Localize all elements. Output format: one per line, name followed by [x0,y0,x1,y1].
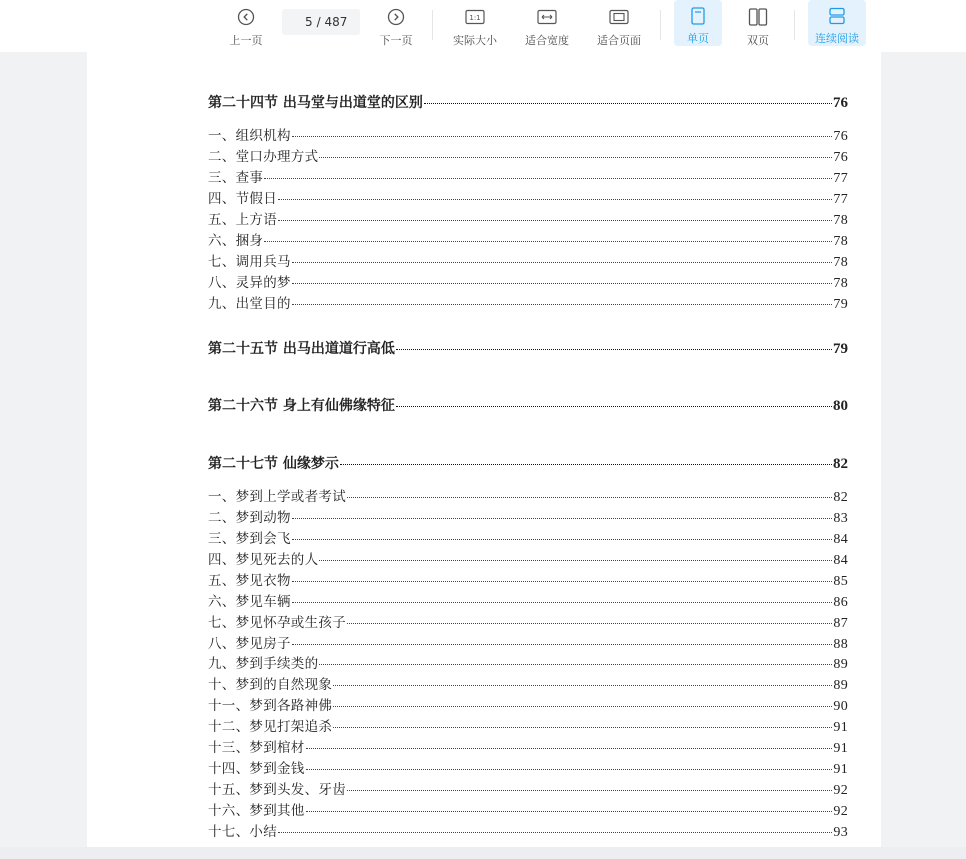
actual-size-label: 实际大小 [453,34,497,47]
dot-leader [340,464,832,465]
toc-section[interactable] [208,395,848,415]
fit-width-button[interactable] [520,0,574,48]
toc-entry-title: 十、梦到的自然现象 [208,677,333,693]
dot-leader [347,497,832,498]
toolbar-divider [432,10,433,40]
toc-page-number: 84 [833,532,848,547]
toc-entry-title: 六、梦见车辆 [208,594,291,610]
toc-page-number: 78 [833,276,848,291]
dot-leader [264,241,832,242]
toc-page-number: 85 [833,574,848,589]
toc-entry[interactable] [208,166,848,187]
toc-page-number: 86 [833,595,848,610]
toc-section-title: 第二十五节 出马出道道行高低 [208,341,395,357]
single-page-button[interactable] [674,0,722,46]
dot-leader [396,349,832,350]
viewer-toolbar [0,0,966,52]
toc-entry[interactable] [208,292,848,313]
dot-leader [292,283,833,284]
toc-entry[interactable] [208,208,848,229]
dot-leader [278,199,832,200]
dot-leader [319,157,832,158]
toc-entry[interactable] [208,715,848,736]
double-page-icon [747,6,769,28]
toc-entry[interactable] [208,485,848,506]
toc-page-number: 80 [833,398,848,414]
svg-text:1:1: 1:1 [469,14,481,22]
next-page-label: 下一页 [379,34,413,47]
toc-page-number: 76 [833,129,848,144]
toc-section[interactable] [208,453,848,473]
toc-section-title: 第二十七节 仙缘梦示 [208,456,339,472]
toc-entry[interactable] [208,187,848,208]
dot-leader [292,602,833,603]
toc-page-number: 83 [833,511,848,526]
fit-page-button[interactable] [592,0,646,48]
page-indicator [282,9,360,35]
toc-entry-title: 十四、梦到金钱 [208,761,305,777]
toc-page-number: 79 [833,297,848,312]
toc-page-number: 76 [833,95,848,111]
dot-leader [292,304,833,305]
dot-leader [333,706,832,707]
double-page-label: 双页 [747,34,769,47]
toc-entry[interactable] [208,652,848,673]
dot-leader [292,136,833,137]
toc-page-number: 92 [833,804,848,819]
toc-page-number: 92 [833,783,848,798]
fit-width-icon [536,6,558,28]
toc-page-number: 90 [833,699,848,714]
total-pages: / 487 [316,15,348,29]
dot-leader [292,539,833,540]
toc-page-number: 88 [833,637,848,652]
continuous-scroll-icon [826,6,848,26]
current-page-input[interactable] [295,15,313,29]
toc-page-number: 77 [833,192,848,207]
toc-page-number: 84 [833,553,848,568]
toc-page-number: 91 [833,720,848,735]
dot-leader [333,727,832,728]
toc-entry[interactable] [208,778,848,799]
continuous-reading-label: 连续阅读 [815,32,859,45]
chevron-left-circle-icon [235,6,257,28]
toc-entry-title: 十二、梦见打架追杀 [208,719,333,735]
toc-entry[interactable] [208,145,848,166]
fit-width-label: 适合宽度 [525,34,569,47]
dot-leader [292,581,833,582]
toc-entry-title: 七、调用兵马 [208,254,291,270]
toc-entry-title: 二、堂口办理方式 [208,149,319,165]
dot-leader [319,664,832,665]
toc-page-number: 91 [833,762,848,777]
toc-entry-title: 一、梦到上学或者考试 [208,489,346,505]
viewer-bottom-edge [0,847,966,859]
dot-leader [292,518,833,519]
toc-entry-title: 一、组织机构 [208,128,291,144]
toc-page-number: 76 [833,150,848,165]
dot-leader [278,832,832,833]
dot-leader [347,623,832,624]
toc-page-number: 91 [833,741,848,756]
toc-entry[interactable] [208,527,848,548]
toc-entry-title: 十三、梦到棺材 [208,740,305,756]
toc-page-number: 78 [833,213,848,228]
dot-leader [264,178,832,179]
toc-entry-title: 十七、小结 [208,824,277,840]
toc-entry-title: 九、出堂目的 [208,296,291,312]
actual-size-icon [464,6,486,28]
toc-page-number: 77 [833,171,848,186]
toc-entry[interactable] [208,799,848,820]
dot-leader [306,811,833,812]
toc-page-number: 82 [833,456,848,472]
dot-leader [306,769,833,770]
single-page-icon [687,6,709,26]
dot-leader [396,406,832,407]
toolbar-divider [660,10,661,40]
toc-section[interactable] [208,92,848,112]
actual-size-button[interactable] [448,0,502,48]
dot-leader [333,685,832,686]
double-page-button[interactable] [736,0,780,48]
toc-entry[interactable] [208,271,848,292]
toc-entry-title: 六、捆身 [208,233,264,249]
toc-entry-title: 三、查事 [208,170,264,186]
toc-page-number: 82 [833,490,848,505]
toc-entry-title: 四、节假日 [208,191,277,207]
toc-entry[interactable] [208,569,848,590]
dot-leader [424,103,832,104]
dot-leader [306,748,833,749]
fit-page-icon [608,6,630,28]
next-page-button[interactable] [376,0,416,48]
toc-entry[interactable] [208,611,848,632]
toc-entry[interactable] [208,820,848,841]
toc-section[interactable] [208,338,848,358]
toc-entry-title: 十一、梦到各路神佛 [208,698,333,714]
toc-entry[interactable] [208,506,848,527]
toc-entry[interactable] [208,694,848,715]
continuous-reading-button[interactable] [808,0,866,46]
toc-section-title: 第二十四节 出马堂与出道堂的区别 [208,95,423,111]
toc-entry-title: 五、梦见衣物 [208,573,291,589]
toc-entry[interactable] [208,590,848,611]
toc-entry-title: 十五、梦到头发、牙齿 [208,782,346,798]
toc-entry-title: 四、梦见死去的人 [208,552,319,568]
fit-page-label: 适合页面 [597,34,641,47]
toc-entry[interactable] [208,673,848,694]
toc-page-number: 79 [833,341,848,357]
toc-entry-title: 八、灵异的梦 [208,275,291,291]
toc-entry-title: 十六、梦到其他 [208,803,305,819]
toc-entry-title: 五、上方语 [208,212,277,228]
toc-page-number: 89 [833,657,848,672]
chevron-right-circle-icon [385,6,407,28]
dot-leader [278,220,832,221]
prev-page-button[interactable] [226,0,266,48]
prev-page-label: 上一页 [229,34,263,47]
toc-entry[interactable] [208,124,848,145]
single-page-label: 单页 [687,32,709,45]
toc-entry-title: 二、梦到动物 [208,510,291,526]
toc-entry-title: 八、梦见房子 [208,636,291,652]
toc-entry[interactable] [208,250,848,271]
toc-page-number: 93 [833,825,848,840]
toc-page-number: 78 [833,255,848,270]
toc-entry-title: 七、梦见怀孕或生孩子 [208,615,346,631]
dot-leader [292,644,833,645]
toc-entry[interactable] [208,229,848,250]
toc-entry[interactable] [208,548,848,569]
toc-entry[interactable] [208,736,848,757]
toc-page-number: 87 [833,616,848,631]
dot-leader [347,790,832,791]
dot-leader [292,262,833,263]
toc-entry-title: 九、梦到手续类的 [208,656,319,672]
toc-entry[interactable] [208,632,848,653]
toc-entry-title: 三、梦到会飞 [208,531,291,547]
toc-section-title: 第二十六节 身上有仙佛缘特征 [208,398,395,414]
document-page [87,52,881,847]
toc-entry[interactable] [208,757,848,778]
toolbar-divider [794,10,795,40]
toc-page-number: 78 [833,234,848,249]
toc-page-number: 89 [833,678,848,693]
dot-leader [319,560,832,561]
